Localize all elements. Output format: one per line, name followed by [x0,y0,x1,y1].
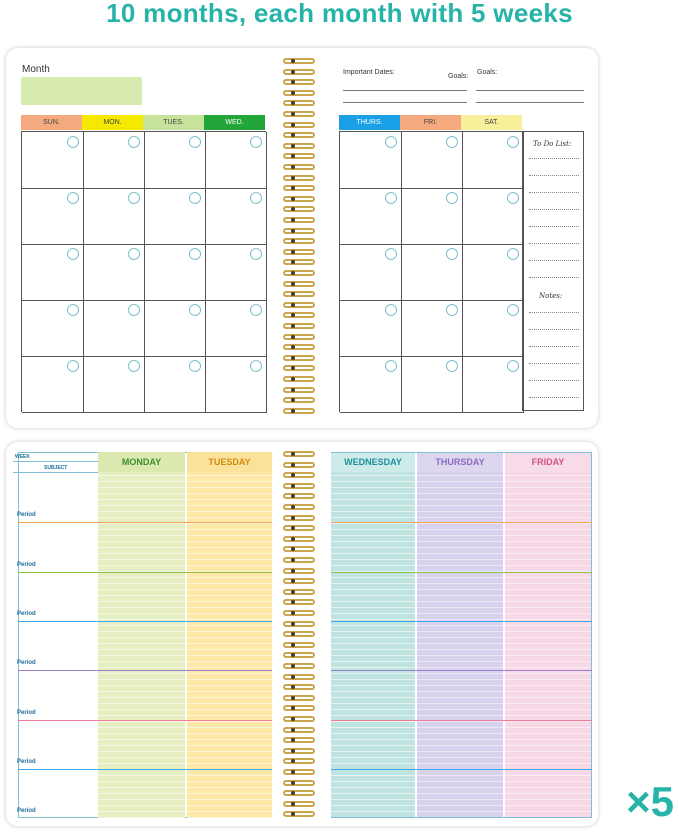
period-divider [18,670,272,671]
spiral-coil [283,334,315,340]
date-circle-icon [128,360,140,372]
spiral-coil [283,684,315,690]
todo-line [529,312,579,313]
day-header-sun: SUN. [21,115,82,130]
todo-line [529,397,579,398]
calendar-day-cell [340,188,402,245]
spiral-coil [283,557,315,563]
period-divider [18,769,272,770]
date-circle-icon [250,360,262,372]
spiral-coil [283,578,315,584]
calendar-day-cell [22,356,84,413]
calendar-day-cell [462,244,524,301]
calendar-day-cell [205,188,267,245]
spiral-coil [283,610,315,616]
spiral-coil [283,589,315,595]
week-line [13,461,98,462]
date-circle-icon [128,248,140,260]
calendar-day-cell [205,356,267,413]
spiral-coil [283,259,315,265]
spiral-coil [283,153,315,159]
spiral-coil [283,217,315,223]
calendar-day-cell [401,244,463,301]
important-dates-label: Important Dates: [343,69,395,76]
period-label: Period [17,512,36,519]
spiral-coil [283,599,315,605]
date-circle-icon [189,136,201,148]
date-circle-icon [128,192,140,204]
calendar-day-cell [83,244,145,301]
spiral-coil [283,801,315,807]
day-header-tues: TUES. [143,115,204,130]
calendar-day-cell [340,244,402,301]
calendar-day-cell [144,300,206,357]
week-label: WEEK [15,454,30,460]
spiral-coil [283,100,315,106]
goals-label: Goals: [448,73,469,80]
spiral-coil [283,79,315,85]
calendar-day-cell [144,188,206,245]
calendar-day-cell [462,300,524,357]
date-circle-icon [446,304,458,316]
spiral-coil [283,281,315,287]
date-circle-icon [67,192,79,204]
weekday-header: MONDAY [98,452,185,472]
important-dates-line [343,102,467,103]
date-circle-icon [250,304,262,316]
date-circle-icon [446,248,458,260]
calendar-day-cell [462,132,524,189]
day-header-thurs: THURS. [339,115,400,130]
calendar-day-cell [22,132,84,189]
period-label: Period [17,709,36,716]
todo-line [529,346,579,347]
period-divider [331,621,592,622]
spiral-coil [283,769,315,775]
spiral-coil [283,164,315,170]
spiral-coil [283,387,315,393]
date-circle-icon [250,192,262,204]
todo-line [529,158,579,159]
spiral-coil [283,790,315,796]
period-divider [331,670,592,671]
spiral-coil [283,504,315,510]
spiral-coil [283,228,315,234]
calendar-day-cell [205,300,267,357]
spiral-coil [283,312,315,318]
todo-line [529,175,579,176]
calendar-day-cell [205,244,267,301]
spiral-coil [283,185,315,191]
spiral-coil [283,270,315,276]
spiral-coil [283,483,315,489]
calendar-day-cell [83,188,145,245]
todo-line [529,260,579,261]
calendar-day-cell [340,132,402,189]
period-label: Period [17,660,36,667]
date-circle-icon [507,192,519,204]
spiral-coil [283,758,315,764]
period-divider [18,621,272,622]
date-circle-icon [67,304,79,316]
calendar-day-cell [401,132,463,189]
calendar-day-cell [401,356,463,413]
date-circle-icon [189,248,201,260]
subject-divider [18,472,98,473]
subject-label: SUBJECT [44,465,68,471]
spiral-coil [283,631,315,637]
weekday-header: THURSDAY [417,452,503,472]
spiral-coil [283,355,315,361]
spiral-coil [283,238,315,244]
spiral-coil [283,737,315,743]
spiral-coil [283,175,315,181]
todo-list-label: To Do List: [533,140,572,148]
date-circle-icon [385,192,397,204]
date-circle-icon [385,360,397,372]
todo-line [529,363,579,364]
spiral-coil [283,365,315,371]
todo-line [529,192,579,193]
date-circle-icon [507,248,519,260]
spiral-coil [283,663,315,669]
goals-line [476,90,584,91]
spiral-coil [283,122,315,128]
period-divider [331,572,592,573]
monthly-grid-left [21,131,266,412]
spiral-coil [283,472,315,478]
spiral-coil [283,143,315,149]
calendar-day-cell [144,132,206,189]
goals-label-right: Goals: [477,69,498,76]
spiral-coil [283,716,315,722]
spiral-coil [283,196,315,202]
period-label: Period [17,758,36,765]
todo-line [529,209,579,210]
weekday-header: TUESDAY [187,452,272,472]
date-circle-icon [446,136,458,148]
date-circle-icon [250,136,262,148]
spiral-coil [283,397,315,403]
spiral-coil [283,132,315,138]
date-circle-icon [446,192,458,204]
date-circle-icon [128,304,140,316]
goals-line [476,102,584,103]
spiral-coil [283,621,315,627]
spiral-coil [283,515,315,521]
calendar-day-cell [401,300,463,357]
spiral-coil [283,291,315,297]
spiral-coil [283,408,315,414]
spiral-coil [283,695,315,701]
date-circle-icon [250,248,262,260]
day-header-mon: MON. [82,115,143,130]
calendar-day-cell [340,300,402,357]
date-circle-icon [507,360,519,372]
period-divider [331,720,592,721]
spiral-coil [283,58,315,64]
calendar-day-cell [144,356,206,413]
date-circle-icon [67,360,79,372]
spiral-coil [283,652,315,658]
calendar-day-cell [22,300,84,357]
spiral-coil [283,344,315,350]
spiral-coil [283,90,315,96]
spiral-coil [283,462,315,468]
spiral-coil [283,642,315,648]
spiral-coil [283,493,315,499]
date-circle-icon [189,304,201,316]
important-dates-line [343,90,467,91]
weekday-header: FRIDAY [505,452,591,472]
weekday-header: WEDNESDAY [331,452,415,472]
period-label: Period [17,610,36,617]
spiral-coil [283,748,315,754]
spiral-coil [283,69,315,75]
spiral-coil [283,302,315,308]
spiral-coil [283,451,315,457]
calendar-day-cell [462,356,524,413]
spiral-coil [283,249,315,255]
spiral-coil [283,705,315,711]
calendar-day-cell [205,132,267,189]
date-circle-icon [189,192,201,204]
todo-line [529,277,579,278]
multiplier-label: ×5 [626,778,674,825]
day-header-fri: FRI. [400,115,461,130]
spiral-coil [283,546,315,552]
monthly-grid-right [339,131,523,412]
day-header-wed: WED. [204,115,265,130]
period-divider [18,572,272,573]
period-divider [331,522,592,523]
month-label: Month [22,64,50,75]
calendar-day-cell [83,132,145,189]
todo-line [529,380,579,381]
spiral-coil [283,206,315,212]
spiral-coil [283,323,315,329]
spiral-coil [283,376,315,382]
month-input-box [21,77,142,105]
spiral-coil [283,568,315,574]
date-circle-icon [385,136,397,148]
period-divider [18,720,272,721]
calendar-day-cell [83,356,145,413]
weekday-column-monday [98,452,185,818]
date-circle-icon [507,136,519,148]
todo-line [529,329,579,330]
spiral-coil [283,811,315,817]
period-divider [331,769,592,770]
period-divider [18,522,272,523]
todo-line [529,226,579,227]
date-circle-icon [67,248,79,260]
spiral-coil [283,780,315,786]
calendar-day-cell [462,188,524,245]
weekly-right-page [331,452,592,818]
date-circle-icon [67,136,79,148]
calendar-day-cell [401,188,463,245]
date-circle-icon [128,136,140,148]
notes-label: Notes: [539,292,563,300]
calendar-day-cell [83,300,145,357]
date-circle-icon [385,248,397,260]
date-circle-icon [385,304,397,316]
calendar-day-cell [340,356,402,413]
day-header-sat: SAT. [461,115,522,130]
spiral-coil [283,674,315,680]
calendar-day-cell [22,188,84,245]
todo-line [529,243,579,244]
spiral-coil [283,525,315,531]
weekday-column-tuesday [187,452,272,818]
date-circle-icon [507,304,519,316]
period-label: Period [17,561,36,568]
headline: 10 months, each month with 5 weeks [106,0,573,28]
calendar-day-cell [22,244,84,301]
date-circle-icon [446,360,458,372]
calendar-day-cell [144,244,206,301]
date-circle-icon [189,360,201,372]
spiral-coil [283,727,315,733]
spiral-coil [283,536,315,542]
spiral-coil [283,111,315,117]
period-label: Period [17,808,36,815]
todo-notes-panel [522,131,584,411]
